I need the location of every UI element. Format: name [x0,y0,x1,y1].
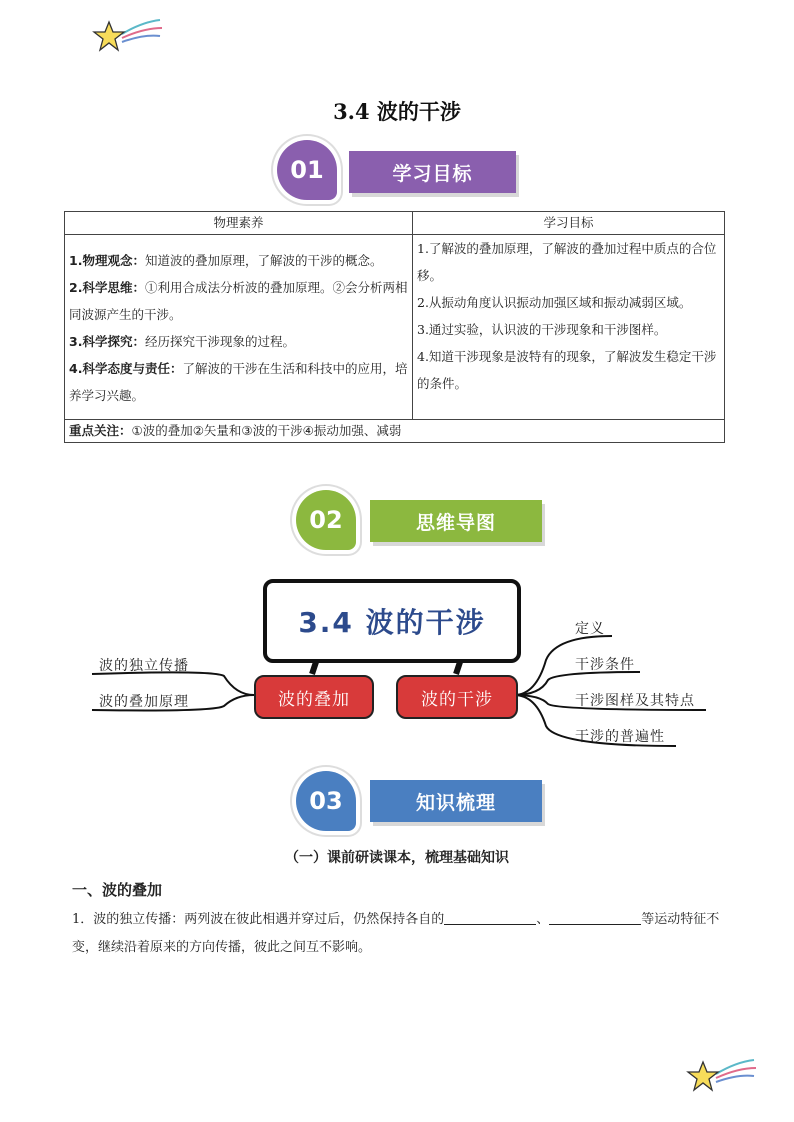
fill-blank[interactable] [549,910,641,925]
mindmap-leaf: 波的独立传播 [99,658,189,674]
item-key: 3.科学探究： [69,334,145,349]
section-header-goals [349,151,516,193]
table-cell-literacy [65,235,413,420]
goals-table [64,211,725,443]
mindmap-node-interference: 波的干涉 [396,675,518,719]
section-number-text: 03 [309,787,343,815]
focus-text: ①波的叠加②矢量和③波的干涉④振动加强、减弱 [131,423,402,438]
heading-superposition: 一、波的叠加 [72,881,163,899]
table-header: 学习目标 [413,212,725,235]
table-header-row [65,212,725,235]
item-text: ①利用合成法分析波的叠加原理。②会分析两相同波源产生的干涉。 [69,280,408,322]
list-item [69,274,408,328]
section-header-knowledge [370,780,542,822]
list-item: 4.知道干涉现象是波特有的现象，了解波发生稳定干涉的条件。 [417,349,717,391]
mindmap-leaf: 干涉条件 [575,657,635,673]
item-key: 2.科学思维： [69,280,145,295]
paragraph-text: 等运动特征不变，继续沿着原来的方向传播，彼此之间互不影响。 [72,912,720,955]
item-text: 了解波的干涉在生活和科技中的应用，培养学习兴趣。 [69,361,408,403]
section-header-mindmap [370,500,542,542]
paragraph-text: 、 [536,912,550,927]
table-cell-goals [413,235,725,420]
list-item [69,328,408,355]
mindmap-center-node: 3.4 波的干涉 [263,579,521,663]
item-text: 知道波的叠加原理，了解波的干涉的概念。 [144,253,383,268]
paragraph [72,906,724,962]
mindmap-node-superposition: 波的叠加 [254,675,374,719]
section-number [296,771,356,831]
item-key: 1.物理观念： [69,253,145,268]
list-item [69,247,408,274]
list-item: 3.通过实验，认识波的干涉现象和干涉图样。 [417,322,667,337]
table-row [65,420,725,443]
table-header: 物理素养 [65,212,413,235]
section-label: 学习目标 [392,162,473,185]
mindmap-leaf: 干涉的普遍性 [575,729,665,745]
mindmap-leaf: 波的叠加原理 [99,694,189,710]
star-decoration-icon [92,16,164,58]
mindmap-leaf: 干涉图样及其特点 [575,693,695,709]
mindmap-leaf: 定义 [575,621,605,637]
section-label: 思维导图 [415,511,496,534]
section-number-text: 01 [290,156,324,184]
fill-blank[interactable] [444,910,536,925]
section-number-text: 02 [309,506,343,534]
paragraph-text: 1．波的独立传播：两列波在彼此相遇并穿过后，仍然保持各自的 [72,912,445,927]
item-key: 4.科学态度与责任： [69,361,183,376]
focus-cell [65,420,725,443]
section-number [296,490,356,550]
list-item [69,355,408,409]
subheading: （一）课前研读课本，梳理基础知识 [285,850,509,866]
page-title: 3.4 波的干涉 [333,99,461,124]
section-label: 知识梳理 [415,791,496,814]
table-row [65,235,725,420]
list-item: 2.从振动角度认识振动加强区域和振动减弱区域。 [417,295,692,310]
section-number [277,140,337,200]
star-decoration-icon [686,1056,758,1098]
item-text: 经历探究干涉现象的过程。 [144,334,295,349]
focus-key: 重点关注： [69,423,132,438]
list-item: 1.了解波的叠加原理，了解波的叠加过程中质点的合位移。 [417,241,717,283]
